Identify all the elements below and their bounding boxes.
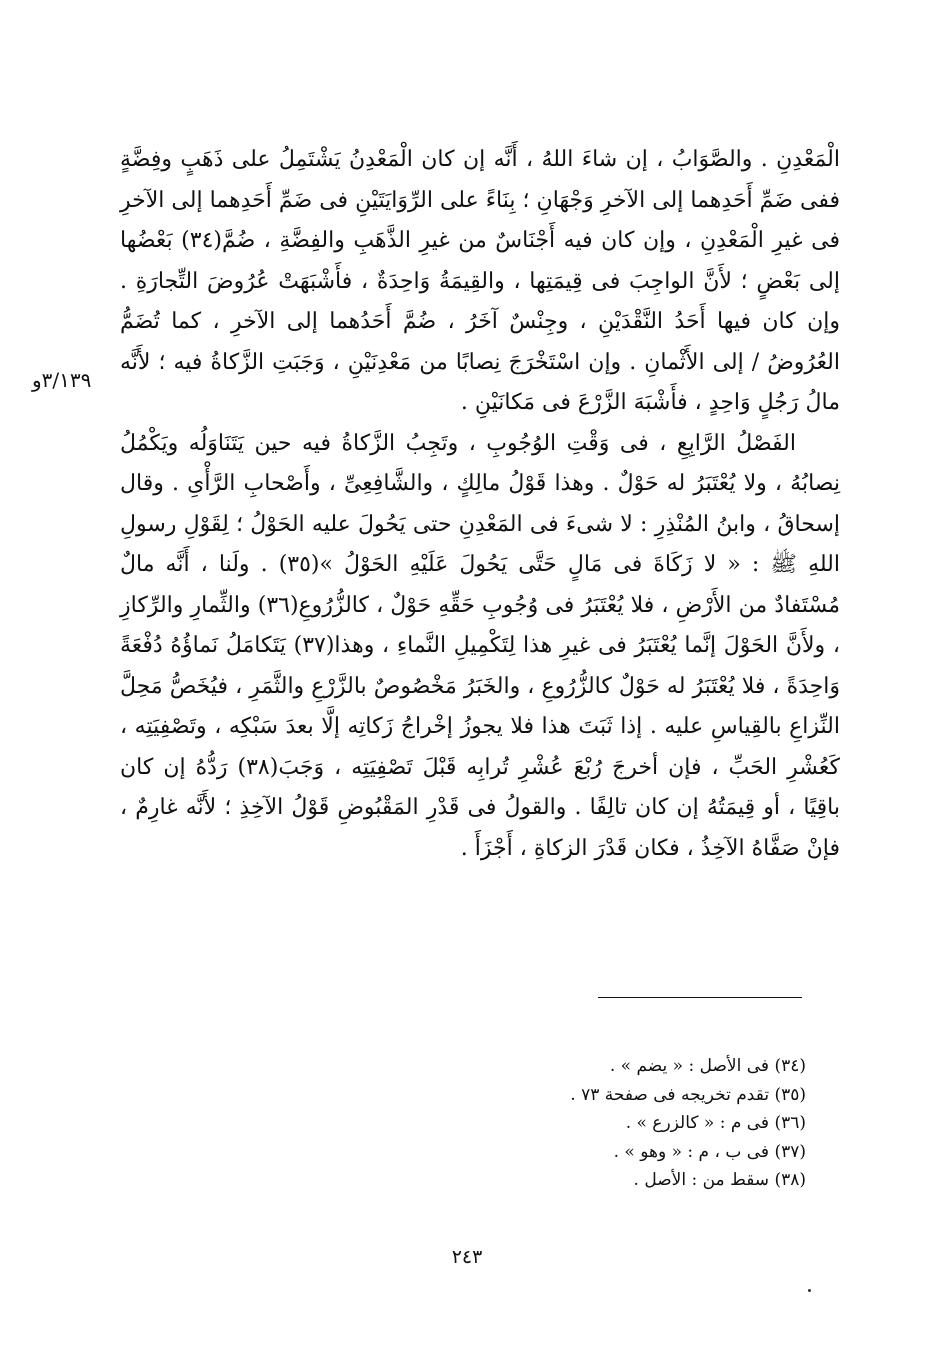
scan-speck — [808, 1289, 811, 1292]
footnote-separator — [598, 997, 802, 998]
page-number: ٢٤٣ — [451, 1246, 483, 1268]
paragraph-1: الْمَعْدِنِ . والصَّوَابُ ، إن شاءَ اللهُ ، أَنَّه إن كان الْمَعْدِنُ يَشْتَمِلُ على ذَهَبٍ وفِضَّةٍ ففى ضَمِّ أَحَدِهما إلى الآخرِ وَجْهَانِ ؛ بِنَاءً على الرِّوَايَتَيْنِ فى ضَمِّ أَحَدِهما إلى الآخرِ فى غيرِ الْمَعْدِنِ ، وإن كان فيه أَجْنَاسٌ من غيرِ الذَّهَبِ والفِضَّةِ ، ضُمَّ(٣٤) بَعْضُها إلى بَعْضٍ ؛ لأَنَّ الواجِبَ فى قِيمَتِها ، والقِيمَةُ وَاحِدَةٌ ، فأَشْبَهَتْ عُرُوضَ التِّجارَةِ . وإن كان فيها أَحَدُ النَّقْدَيْنِ ، وجِنْسٌ آخَرُ ، ضُمَّ أَحَدُهما إلى الآخرِ ، كما تُضَمُّ العُرُوضُ / إلى الأَثْمانِ . وإن اسْتَخْرَجَ نِصابًا من مَعْدِنَيْنِ ، وَجَبَتِ الزَّكاةُ فيه ؛ لأَنَّه مالُ رَجُلٍ وَاحِدٍ ، فأَشْبَهَ الزَّرْعَ فى مَكانَيْنِ . — [120, 147, 840, 415]
footnotes — [570, 1052, 806, 1195]
footnote-34: (٣٤) فى الأصل : « يضم » . — [609, 1056, 806, 1076]
paragraph-2: الفَصْلُ الرَّابِعِ ، فى وَقْتِ الوُجُوبِ ، وتَجِبُ الزَّكاةُ فيه حين يَتَنَاوَلُه ويَكْمُلُ نِصابُهُ ، ولا يُعْتَبَرُ له حَوْلٌ . وهذا قَوْلُ مالِكٍ ، والشَّافِعِىِّ ، وأَصْحابِ الرَّأْىِ . وقال إسحاقُ ، وابنُ المُنْذِرِ : لا شىءَ فى المَعْدِنِ حتى يَحُولَ عليه الحَوْلُ ؛ لِقَوْلِ رسولِ اللهِ ﷺ : « لا زَكَاةَ فى مَالٍ حَتَّى يَحُولَ عَلَيْهِ الحَوْلُ »(٣٥) . ولَنا ، أَنَّه مالٌ مُسْتَفادٌ من الأَرْضِ ، فلا يُعْتَبَرُ فى وُجُوبِ حَقِّهِ حَوْلٌ ، كالزُّرُوعِ(٣٦) والثِّمارِ والرِّكازِ ، ولأَنَّ الحَوْلَ إنَّما يُعْتَبَرُ فى غيرِ هذا لِتَكْمِيلِ النَّماءِ ، وهذا(٣٧) يَتَكامَلُ نَماؤُهُ دُفْعَةً وَاحِدَةً ، فلا يُعْتَبَرُ له حَوْلٌ كالزُّرُوعِ ، والخَبَرُ مَخْصُوصٌ بالزَّرْعِ والثَّمَرِ ، فيُخَصُّ مَحِلَّ النِّزاعِ بالقِياسِ عليه . إذا ثَبَتَ هذا فلا يجوزُ إخْراجُ زَكاتِه إلَّا بعدَ سَبْكِه ، وتَصْفِيَتِه ، كَعُشْرِ الحَبِّ ، فإن أخرجَ رُبْعَ عُشْرِ تُرابِه قَبْلَ تَصْفِيَتِه ، وَجَبَ(٣٨) رَدُّهُ إن كان باقِيًا ، أو قِيمَتُهُ إن كان تالِفًا . والقولُ فى قَدْرِ المَقْبُوضِ قَوْلُ الآخِذِ ؛ لأَنَّه غارِمٌ ، فإنْ صَفَّاهُ الآخِذُ ، فكان قَدْرَ الزكاةِ ، أَجْزَأَ . — [120, 430, 840, 861]
footnote-37: (٣٧) فى ب ، م : « وهو » . — [613, 1141, 806, 1162]
margin-folio-note: ٣/١٣٩و — [32, 368, 92, 392]
footnote-38: (٣٨) سقط من : الأصل . — [633, 1170, 806, 1190]
main-text-block — [120, 140, 840, 869]
footnote-35: (٣٥) تقدم تخريجه فى صفحة ٧٣ . — [570, 1084, 806, 1105]
footnote-36: (٣٦) فى م : « كالزرع » . — [625, 1113, 806, 1133]
